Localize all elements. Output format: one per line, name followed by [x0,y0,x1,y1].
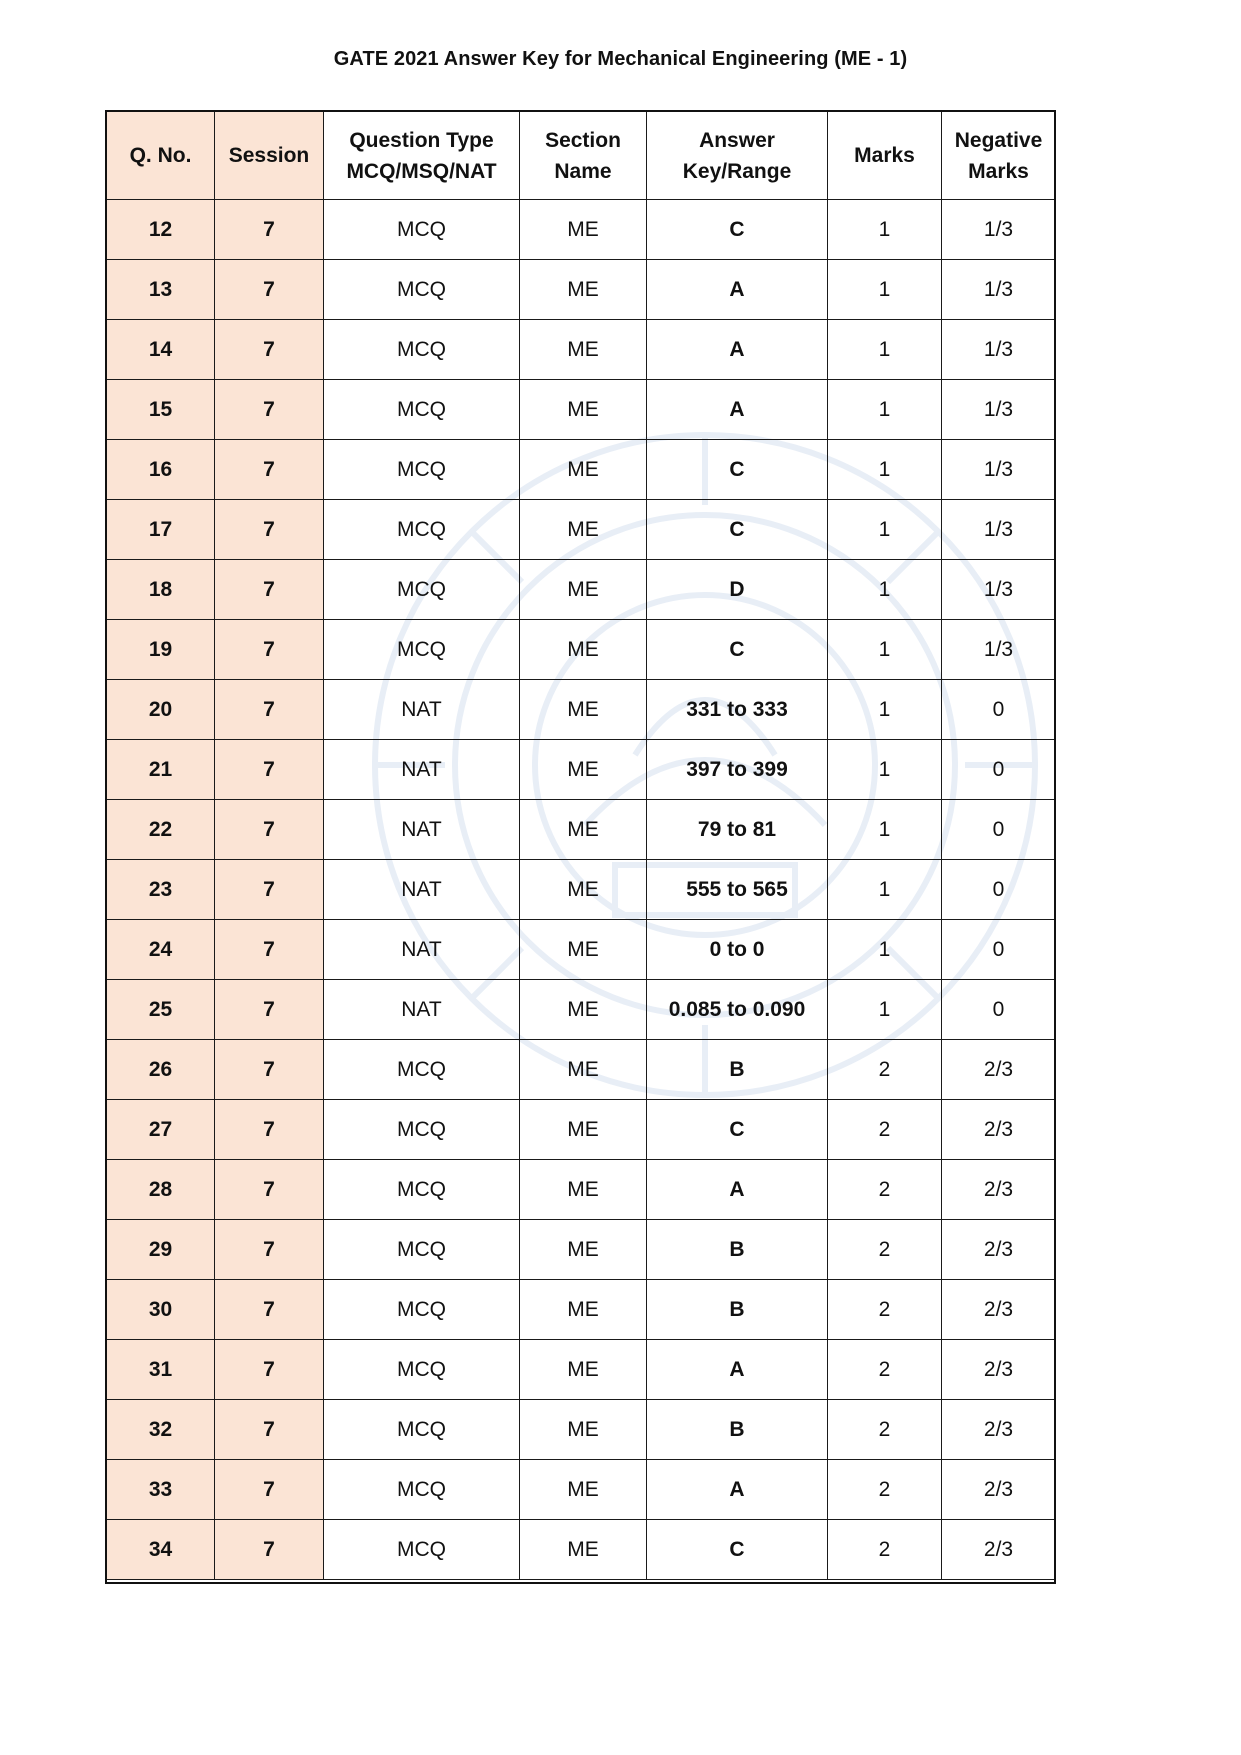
cell-question-type: MCQ [324,560,520,620]
cell-answer-key: A [647,1340,828,1400]
cell-session: 7 [215,500,324,560]
table-row [107,1340,1056,1400]
cell-section-name: ME [520,1040,647,1100]
cell-q-no: 15 [107,380,215,440]
header-section-name [520,112,647,200]
cell-section-name: ME [520,1400,647,1460]
cell-session: 7 [215,1100,324,1160]
table-row [107,560,1056,620]
cell-marks: 2 [828,1040,942,1100]
cell-negative-marks: 1/3 [942,320,1056,380]
cell-section-name: ME [520,680,647,740]
cell-session: 7 [215,740,324,800]
cell-session: 7 [215,260,324,320]
cell-q-no: 13 [107,260,215,320]
table-row [107,1280,1056,1340]
cell-marks: 2 [828,1220,942,1280]
cell-section-name: ME [520,1520,647,1580]
cell-answer-key: A [647,260,828,320]
cell-q-no: 29 [107,1220,215,1280]
cell-question-type: MCQ [324,200,520,260]
header-answer-key [647,112,828,200]
cell-question-type: NAT [324,980,520,1040]
cell-negative-marks: 0 [942,920,1056,980]
cell-question-type: MCQ [324,380,520,440]
cell-section-name: ME [520,560,647,620]
cell-session: 7 [215,200,324,260]
cell-negative-marks: 2/3 [942,1220,1056,1280]
header-negative-marks [942,112,1056,200]
cell-section-name: ME [520,980,647,1040]
cell-marks: 1 [828,200,942,260]
cell-marks: 1 [828,500,942,560]
table-row [107,1520,1056,1580]
table-row [107,1460,1056,1520]
cell-q-no: 31 [107,1340,215,1400]
cell-question-type: MCQ [324,1100,520,1160]
cell-session: 7 [215,1460,324,1520]
cell-negative-marks: 1/3 [942,620,1056,680]
table-body [107,200,1056,1580]
table-row [107,380,1056,440]
cell-marks: 1 [828,860,942,920]
cell-answer-key: C [647,1520,828,1580]
cell-question-type: MCQ [324,500,520,560]
header-question-type [324,112,520,200]
cell-q-no: 28 [107,1160,215,1220]
table-row [107,620,1056,680]
cell-session: 7 [215,440,324,500]
cell-answer-key: C [647,620,828,680]
cell-q-no: 32 [107,1400,215,1460]
cell-marks: 1 [828,680,942,740]
cell-session: 7 [215,560,324,620]
cell-marks: 2 [828,1520,942,1580]
table-row [107,1220,1056,1280]
cell-answer-key: B [647,1280,828,1340]
cell-answer-key: B [647,1220,828,1280]
cell-answer-key: C [647,200,828,260]
cell-question-type: MCQ [324,1340,520,1400]
cell-negative-marks: 0 [942,800,1056,860]
cell-answer-key: B [647,1040,828,1100]
cell-answer-key: A [647,320,828,380]
cell-q-no: 34 [107,1520,215,1580]
cell-marks: 2 [828,1280,942,1340]
cell-section-name: ME [520,740,647,800]
header-question-type-line1: Question Type [349,128,494,152]
cell-section-name: ME [520,800,647,860]
cell-question-type: MCQ [324,1520,520,1580]
cell-question-type: MCQ [324,1280,520,1340]
cell-marks: 1 [828,980,942,1040]
cell-negative-marks: 2/3 [942,1520,1056,1580]
cell-question-type: MCQ [324,260,520,320]
cell-answer-key: C [647,500,828,560]
cell-answer-key: C [647,1100,828,1160]
cell-q-no: 20 [107,680,215,740]
cell-section-name: ME [520,1100,647,1160]
cell-marks: 1 [828,740,942,800]
cell-marks: 1 [828,320,942,380]
cell-section-name: ME [520,200,647,260]
cell-answer-key: D [647,560,828,620]
cell-session: 7 [215,860,324,920]
cell-section-name: ME [520,320,647,380]
cell-q-no: 27 [107,1100,215,1160]
cell-marks: 2 [828,1400,942,1460]
cell-marks: 1 [828,920,942,980]
page-title: GATE 2021 Answer Key for Mechanical Engineering (ME - 1) [333,48,908,70]
cell-q-no: 23 [107,860,215,920]
cell-session: 7 [215,620,324,680]
table-row [107,920,1056,980]
cell-q-no: 30 [107,1280,215,1340]
table-row [107,1040,1056,1100]
cell-question-type: NAT [324,680,520,740]
header-section-line2: Name [554,159,612,183]
cell-q-no: 12 [107,200,215,260]
cell-marks: 1 [828,260,942,320]
cell-negative-marks: 0 [942,740,1056,800]
cell-negative-marks: 2/3 [942,1340,1056,1400]
cell-question-type: MCQ [324,620,520,680]
cell-session: 7 [215,1520,324,1580]
cell-q-no: 14 [107,320,215,380]
cell-answer-key: 555 to 565 [647,860,828,920]
cell-answer-key: A [647,380,828,440]
cell-negative-marks: 2/3 [942,1400,1056,1460]
header-answer-line2: Key/Range [682,159,792,183]
cell-q-no: 16 [107,440,215,500]
cell-q-no: 19 [107,620,215,680]
cell-question-type: NAT [324,800,520,860]
cell-section-name: ME [520,260,647,320]
header-session: Session [215,112,324,200]
cell-negative-marks: 2/3 [942,1100,1056,1160]
table-row [107,800,1056,860]
cell-answer-key: B [647,1400,828,1460]
cell-question-type: MCQ [324,1460,520,1520]
cell-question-type: MCQ [324,440,520,500]
cell-q-no: 22 [107,800,215,860]
cell-section-name: ME [520,920,647,980]
cell-session: 7 [215,1220,324,1280]
cell-session: 7 [215,1340,324,1400]
cell-q-no: 17 [107,500,215,560]
table-row [107,860,1056,920]
header-answer-line1: Answer [699,128,775,152]
cell-question-type: MCQ [324,1220,520,1280]
cell-session: 7 [215,380,324,440]
cell-negative-marks: 1/3 [942,500,1056,560]
cell-question-type: NAT [324,740,520,800]
cell-negative-marks: 1/3 [942,260,1056,320]
answer-key-table [106,111,1056,1580]
cell-marks: 2 [828,1460,942,1520]
cell-negative-marks: 1/3 [942,200,1056,260]
table-row [107,1160,1056,1220]
cell-negative-marks: 2/3 [942,1280,1056,1340]
cell-question-type: MCQ [324,320,520,380]
cell-answer-key: A [647,1460,828,1520]
cell-answer-key: 0 to 0 [647,920,828,980]
table-row [107,200,1056,260]
cell-negative-marks: 0 [942,860,1056,920]
table-row [107,740,1056,800]
cell-negative-marks: 2/3 [942,1040,1056,1100]
cell-answer-key: C [647,440,828,500]
cell-negative-marks: 1/3 [942,380,1056,440]
cell-answer-key: 397 to 399 [647,740,828,800]
cell-session: 7 [215,1160,324,1220]
cell-q-no: 26 [107,1040,215,1100]
cell-session: 7 [215,920,324,980]
table-row [107,680,1056,740]
header-negative-line1: Negative [954,128,1043,152]
cell-negative-marks: 2/3 [942,1460,1056,1520]
cell-session: 7 [215,980,324,1040]
cell-session: 7 [215,1040,324,1100]
cell-marks: 2 [828,1340,942,1400]
cell-section-name: ME [520,440,647,500]
cell-session: 7 [215,800,324,860]
cell-answer-key: 0.085 to 0.090 [647,980,828,1040]
header-q-no: Q. No. [107,112,215,200]
cell-negative-marks: 0 [942,980,1056,1040]
cell-section-name: ME [520,620,647,680]
table-row [107,500,1056,560]
cell-question-type: MCQ [324,1160,520,1220]
cell-session: 7 [215,1400,324,1460]
header-question-type-line2: MCQ/MSQ/NAT [346,159,497,183]
cell-session: 7 [215,320,324,380]
cell-section-name: ME [520,500,647,560]
cell-negative-marks: 0 [942,680,1056,740]
cell-negative-marks: 2/3 [942,1160,1056,1220]
table-row [107,980,1056,1040]
cell-marks: 1 [828,380,942,440]
cell-session: 7 [215,680,324,740]
cell-marks: 1 [828,440,942,500]
table-row [107,260,1056,320]
cell-negative-marks: 1/3 [942,560,1056,620]
table-row [107,1100,1056,1160]
cell-section-name: ME [520,1220,647,1280]
cell-q-no: 18 [107,560,215,620]
cell-answer-key: 79 to 81 [647,800,828,860]
table-row [107,320,1056,380]
header-section-line1: Section [545,128,621,152]
cell-marks: 1 [828,800,942,860]
cell-answer-key: A [647,1160,828,1220]
cell-answer-key: 331 to 333 [647,680,828,740]
cell-q-no: 24 [107,920,215,980]
table-row [107,440,1056,500]
header-marks: Marks [828,112,942,200]
cell-section-name: ME [520,1460,647,1520]
cell-q-no: 25 [107,980,215,1040]
cell-marks: 1 [828,560,942,620]
table-row [107,1400,1056,1460]
cell-negative-marks: 1/3 [942,440,1056,500]
cell-section-name: ME [520,1280,647,1340]
cell-section-name: ME [520,380,647,440]
cell-marks: 1 [828,620,942,680]
cell-question-type: MCQ [324,1040,520,1100]
cell-question-type: NAT [324,860,520,920]
cell-q-no: 21 [107,740,215,800]
cell-marks: 2 [828,1160,942,1220]
header-negative-line2: Marks [968,159,1029,183]
cell-section-name: ME [520,1340,647,1400]
cell-marks: 2 [828,1100,942,1160]
cell-session: 7 [215,1280,324,1340]
cell-q-no: 33 [107,1460,215,1520]
cell-section-name: ME [520,1160,647,1220]
cell-section-name: ME [520,860,647,920]
table-header-row [107,112,1056,200]
cell-question-type: MCQ [324,1400,520,1460]
cell-question-type: NAT [324,920,520,980]
